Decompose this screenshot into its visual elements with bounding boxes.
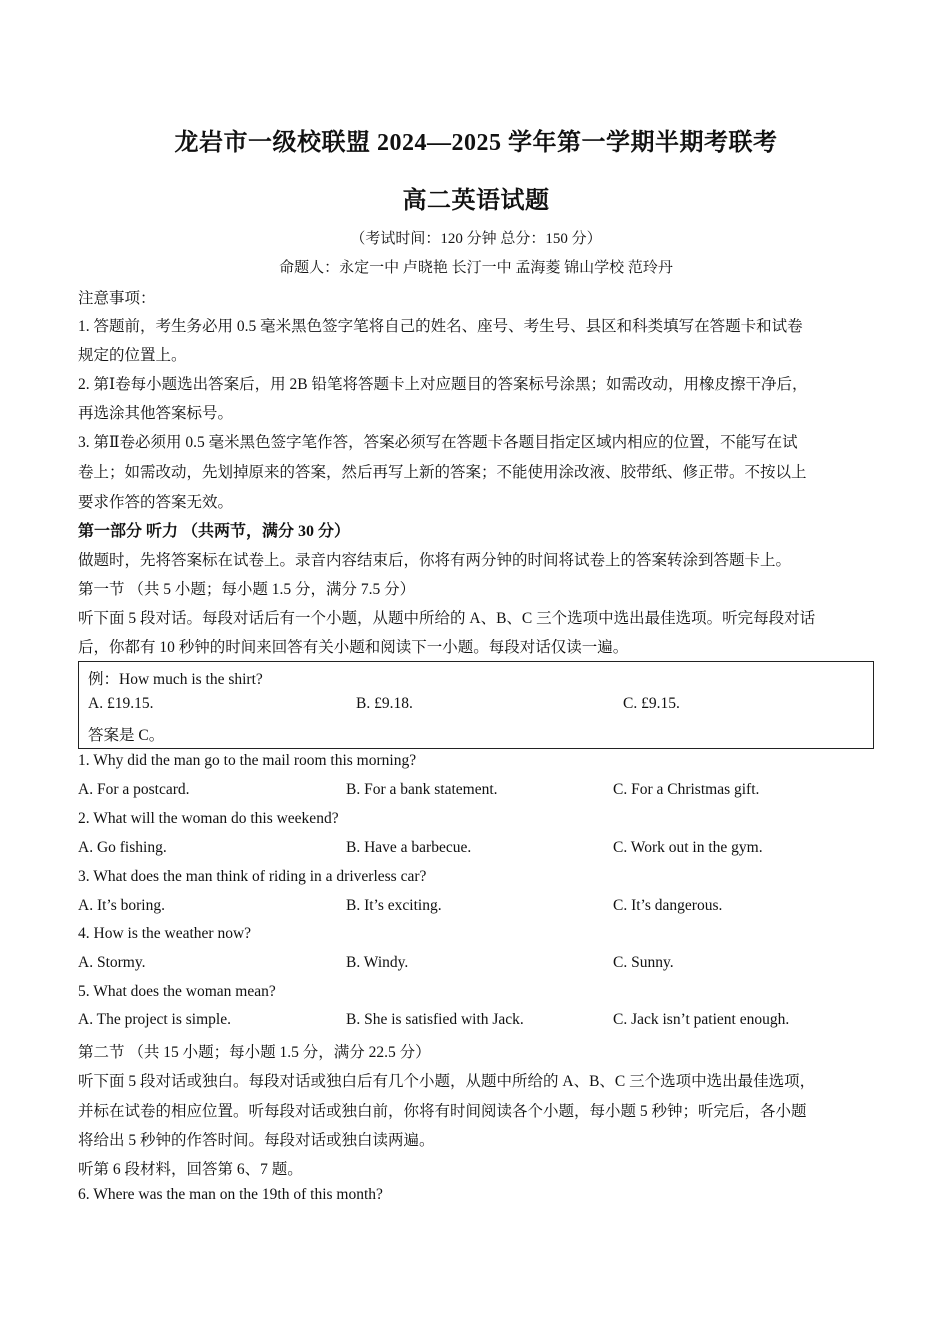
- authors-line: 命题人：永定一中 卢晓艳 长汀一中 孟海菱 锦山学校 范玲丹: [279, 260, 673, 276]
- example-option-c: C. £9.15.: [623, 695, 680, 712]
- q3-option-b: B. It’s exciting.: [346, 897, 442, 914]
- q4-option-c: C. Sunny.: [613, 954, 674, 971]
- q3-option-a: A. It’s boring.: [78, 897, 165, 914]
- exam-title: 龙岩市一级校联盟 2024—2025 学年第一学期半期考联考: [174, 130, 778, 156]
- question-3: 3. What does the man think of riding in a driverless car?: [78, 868, 427, 885]
- example-answer: 答案是 C。: [88, 727, 165, 744]
- part1-heading: 第一部分 听力 （共两节，满分 30 分）: [78, 523, 351, 540]
- q5-option-b: B. She is satisfied with Jack.: [346, 1011, 524, 1028]
- notice-heading: 注意事项：: [78, 290, 156, 307]
- q5-option-a: A. The project is simple.: [78, 1011, 231, 1028]
- example-box: [78, 661, 874, 749]
- notice-line: 卷上；如需改动，先划掉原来的答案，然后再写上新的答案；不能使用涂改液、胶带纸、修正带。不按以上: [78, 464, 807, 481]
- example-option-b: B. £9.18.: [356, 695, 413, 712]
- notice-line: 3. 第Ⅱ卷必须用 0.5 毫米黑色签字笔作答，答案必须写在答题卡各题目指定区域内相应的位置，不能写在试: [78, 434, 798, 451]
- question-6: 6. Where was the man on the 19th of this month?: [78, 1186, 383, 1203]
- section2-instruction: 将给出 5 秒钟的作答时间。每段对话或独白读两遍。: [78, 1132, 435, 1149]
- q1-option-a: A. For a postcard.: [78, 781, 190, 798]
- q4-option-b: B. Windy.: [346, 954, 409, 971]
- section2-instruction: 听下面 5 段对话或独白。每段对话或独白后有几个小题，从题中所给的 A、B、C 三个选项中选出最佳选项，: [78, 1073, 816, 1090]
- example-option-a: A. £19.15.: [88, 695, 154, 712]
- part1-intro: 做题时，先将答案标在试卷上。录音内容结束后，你将有两分钟的时间将试卷上的答案转涂到答题卡上。: [78, 552, 792, 569]
- q1-option-b: B. For a bank statement.: [346, 781, 498, 798]
- q2-option-b: B. Have a barbecue.: [346, 839, 472, 856]
- question-1: 1. Why did the man go to the mail room this morning?: [78, 752, 417, 769]
- section2-instruction: 并标在试卷的相应位置。听每段对话或独白前，你将有时间阅读各个小题，每小题 5 秒钟；听完后，各小题: [78, 1103, 807, 1120]
- question-4: 4. How is the weather now?: [78, 925, 252, 942]
- example-question: 例：How much is the shirt?: [88, 671, 263, 688]
- q3-option-c: C. It’s dangerous.: [613, 897, 723, 914]
- q5-option-c: C. Jack isn’t patient enough.: [613, 1011, 790, 1028]
- notice-line: 规定的位置上。: [78, 347, 187, 364]
- section1-heading: 第一节 （共 5 小题；每小题 1.5 分，满分 7.5 分）: [78, 581, 416, 598]
- question-5: 5. What does the woman mean?: [78, 983, 276, 1000]
- material-note: 听第 6 段材料，回答第 6、7 题。: [78, 1161, 303, 1178]
- q1-option-c: C. For a Christmas gift.: [613, 781, 760, 798]
- exam-info: （考试时间：120 分钟 总分：150 分）: [350, 231, 602, 247]
- section2-heading: 第二节 （共 15 小题；每小题 1.5 分，满分 22.5 分）: [78, 1044, 431, 1061]
- notice-line: 再选涂其他答案标号。: [78, 405, 234, 422]
- q4-option-a: A. Stormy.: [78, 954, 146, 971]
- section1-instruction: 后，你都有 10 秒钟的时间来回答有关小题和阅读下一小题。每段对话仅读一遍。: [78, 639, 629, 656]
- notice-line: 1. 答题前，考生务必用 0.5 毫米黑色签字笔将自己的姓名、座号、考生号、县区和科类填写在答题卡和试卷: [78, 318, 803, 335]
- section1-instruction: 听下面 5 段对话。每段对话后有一个小题，从题中所给的 A、B、C 三个选项中选出最佳选项。听完每段对话: [78, 610, 816, 627]
- question-2: 2. What will the woman do this weekend?: [78, 810, 339, 827]
- q2-option-c: C. Work out in the gym.: [613, 839, 763, 856]
- q2-option-a: A. Go fishing.: [78, 839, 167, 856]
- notice-line: 2. 第Ⅰ卷每小题选出答案后，用 2B 铅笔将答题卡上对应题目的答案标号涂黑；如需改动，用橡皮擦干净后，: [78, 376, 808, 393]
- notice-line: 要求作答的答案无效。: [78, 494, 234, 511]
- exam-subtitle: 高二英语试题: [402, 188, 550, 214]
